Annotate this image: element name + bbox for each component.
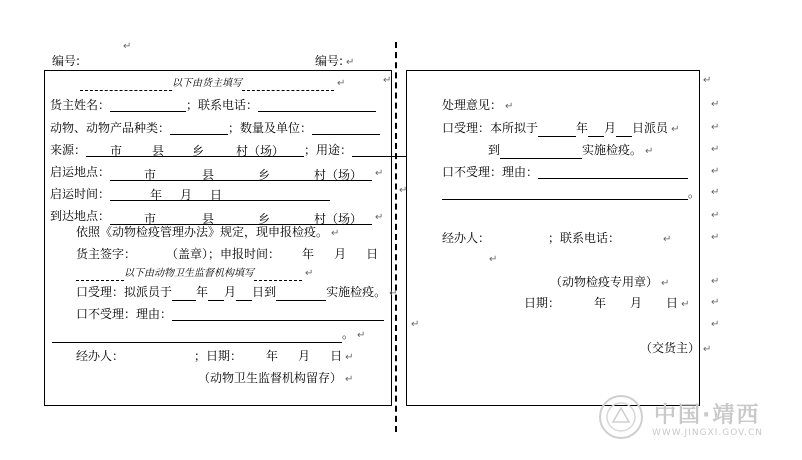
return-mark: ↵ — [711, 276, 720, 287]
right-reject-row: 口不受理：理由： — [442, 165, 688, 179]
right-date-row: 日期： 年 月 日 ↵ — [524, 296, 690, 310]
regulation-text: 依照《动物检疫管理办法》规定，现申报检疫。 ↵ — [76, 225, 340, 239]
handler-row: 经办人： ；日期： 年 月 日 ↵ — [76, 349, 354, 363]
return-mark: ↵ — [711, 297, 720, 308]
right-number-label: 编号: ↵ — [315, 54, 355, 68]
destination-row: 到达地点： 市 县 乡 村（场） ↵ — [50, 209, 384, 226]
return-mark: ↵ — [383, 75, 392, 86]
watermark-site-name: 中国·靖西 — [654, 403, 761, 428]
return-mark: ↵ — [399, 185, 408, 196]
owner-row: 货主姓名： ；联系电话： — [50, 98, 376, 112]
section2-banner: 以下由动物卫生监督机构填写 ↵ — [76, 267, 313, 281]
keep-note: （动物卫生监督机构留存） ↵ — [198, 371, 354, 385]
return-mark: ↵ — [711, 122, 720, 133]
opinion-label: 处理意见： ↵ — [442, 98, 514, 112]
return-mark: ↵ — [411, 319, 420, 330]
return-mark: ↵ — [123, 41, 132, 52]
right-handler-row: 经办人： ；联系电话： ↵ — [442, 231, 672, 245]
return-mark: ↵ — [711, 99, 720, 110]
reject-continued: 。 ↵ — [52, 327, 365, 343]
owner-copy-label: （交货主） ↵ — [640, 341, 712, 355]
return-mark: ↵ — [711, 319, 720, 330]
accept-location-field[interactable] — [276, 288, 326, 301]
depart-time-row: 启运时间： 年 月 日 — [50, 187, 330, 201]
right-arrive-row: 到 实施检疫。 ↵ — [488, 143, 654, 157]
owner-phone-field[interactable] — [258, 99, 376, 112]
accept-row: 口受理：拟派员于 年 月 日到 实施检疫。 ↵ — [76, 285, 398, 299]
left-number-label: 编号: — [52, 54, 81, 68]
watermark-url: WWW.JINGXI.GOV.CN — [652, 428, 763, 438]
right-accept-row: 口受理：本所拟于 年 月 日派员 ↵ — [442, 121, 680, 135]
reject-row: 口不受理：理由： — [76, 307, 384, 321]
return-mark: ↵ — [711, 232, 720, 243]
tear-line — [395, 42, 397, 432]
owner-signature-row: 货主签字： （盖章）；申报时间： 年 月 日 — [76, 247, 379, 261]
product-row: 动物、动物产品种类： ；数量及单位： — [50, 121, 380, 135]
source-row: 来源： 市 县 乡 村（场） ；用途： — [50, 143, 406, 157]
right-location-field[interactable] — [500, 146, 582, 159]
right-reject-continued: 。 — [442, 186, 700, 200]
emblem-icon — [598, 394, 644, 443]
return-mark: ↵ — [489, 254, 498, 265]
return-mark: ↵ — [711, 144, 720, 155]
reject-reason-field[interactable] — [172, 308, 384, 321]
return-mark: ↵ — [703, 75, 712, 86]
origin-row: 启运地点： 市 县 乡 村（场） ↵ — [50, 165, 384, 182]
quantity-field[interactable] — [312, 122, 380, 135]
return-mark: ↵ — [711, 210, 720, 221]
return-mark: ↵ — [711, 187, 720, 198]
product-type-field[interactable] — [170, 122, 228, 135]
stamp-label: （动物检疫专用章） ↵ — [550, 275, 670, 289]
return-mark: ↵ — [711, 166, 720, 177]
owner-name-field[interactable] — [110, 99, 186, 112]
usage-field[interactable] — [352, 144, 406, 157]
right-reject-reason-field[interactable] — [538, 166, 688, 179]
section1-banner: 以下由货主填写 ↵ — [80, 77, 345, 91]
